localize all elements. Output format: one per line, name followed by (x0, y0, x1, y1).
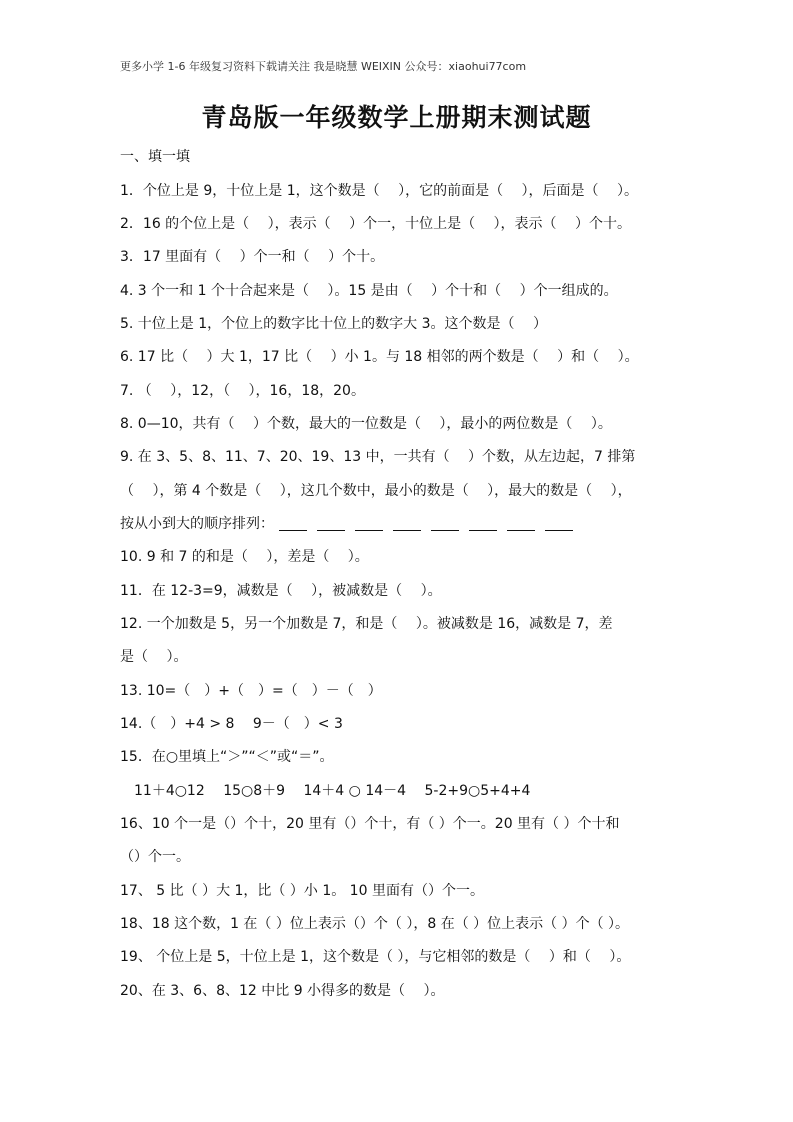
question-line: 5. 十位上是 1，个位上的数字比十位上的数字大 3。这个数是（ ） (120, 316, 547, 332)
ordering-label: 按从小到大的顺序排列： (120, 516, 274, 532)
question-line: 14.（ ）+4 > 8 9－（ ）< 3 (120, 716, 343, 732)
answer-blank[interactable] (431, 516, 459, 531)
page-title: 青岛版一年级数学上册期末测试题 (201, 103, 592, 132)
question-line: 2．16 的个位上是（ ），表示（ ）个一，十位上是（ ），表示（ ）个十。 (120, 216, 631, 232)
answer-blank[interactable] (507, 516, 535, 531)
question-line: （ ），第 4 个数是（ ），这几个数中，最小的数是（ ），最大的数是（ ）， (120, 483, 632, 499)
question-line: 16、10 个一是（）个十，20 里有（）个十，有（ ）个一。20 里有（ ）个十和 (120, 816, 620, 832)
question-line: 20、在 3、6、8、12 中比 9 小得多的数是（ ）。 (120, 983, 445, 999)
question-line: 11．在 12-3=9，减数是（ ），被减数是（ ）。 (120, 583, 442, 599)
question-line: 9. 在 3、5、8、11、7、20、19、13 中，一共有（ ）个数，从左边起，7 排第 (120, 449, 636, 465)
question-line: 是（ ）。 (120, 649, 188, 665)
question-line: 1．个位上是 9，十位上是 1，这个数是（ ），它的前面是（ ），后面是（ ）。 (120, 183, 638, 199)
section-heading: 一、填一填 (120, 149, 190, 165)
question-line: 13. 10=（ ）+（ ）=（ ）－（ ） (120, 683, 382, 699)
question-line: 7. （ ），12，（ ），16，18，20。 (120, 383, 365, 399)
comparison-line: 11＋4○12 15○8＋9 14＋4 ○ 14－4 5-2+9○5+4+4 (134, 783, 531, 799)
header-note: 更多小学 1-6 年级复习资料下载请关注 我是晓慧 WEIXIN 公众号：xiaohui77com (120, 60, 527, 73)
question-line: 10. 9 和 7 的和是（ ），差是（ ）。 (120, 549, 369, 565)
question-line: 15．在○里填上“＞”“＜”或“＝”。 (120, 749, 334, 765)
question-line: 18、18 这个数，1 在（ ）位上表示（）个（ ），8 在（ ）位上表示（ ）个（ ）。 (120, 916, 630, 932)
question-line: 19、 个位上是 5，十位上是 1，这个数是（ ），与它相邻的数是（ ）和（ ）。 (120, 949, 631, 965)
answer-blank[interactable] (355, 516, 383, 531)
question-line: （）个一。 (120, 849, 190, 865)
question-line: 8. 0—10，共有（ ）个数，最大的一位数是（ ），最小的两位数是（ ）。 (120, 416, 612, 432)
question-line: 12. 一个加数是 5，另一个加数是 7，和是（ ）。被减数是 16，减数是 7，差 (120, 616, 613, 632)
question-line: 3．17 里面有（ ）个一和（ ）个十。 (120, 249, 385, 265)
answer-blank[interactable] (279, 516, 307, 531)
question-line: 6. 17 比（ ）大 1，17 比（ ）小 1。与 18 相邻的两个数是（ ）和（ ）。 (120, 349, 639, 365)
question-line: 17、 5 比（ ）大 1，比（ ）小 1。 10 里面有（）个一。 (120, 883, 484, 899)
answer-blank[interactable] (545, 516, 573, 531)
ordering-line (120, 508, 675, 541)
answer-blank[interactable] (317, 516, 345, 531)
question-line: 4. 3 个一和 1 个十合起来是（ ）。15 是由（ ）个十和（ ）个一组成的。 (120, 283, 618, 299)
answer-blank[interactable] (393, 516, 421, 531)
answer-blank[interactable] (469, 516, 497, 531)
